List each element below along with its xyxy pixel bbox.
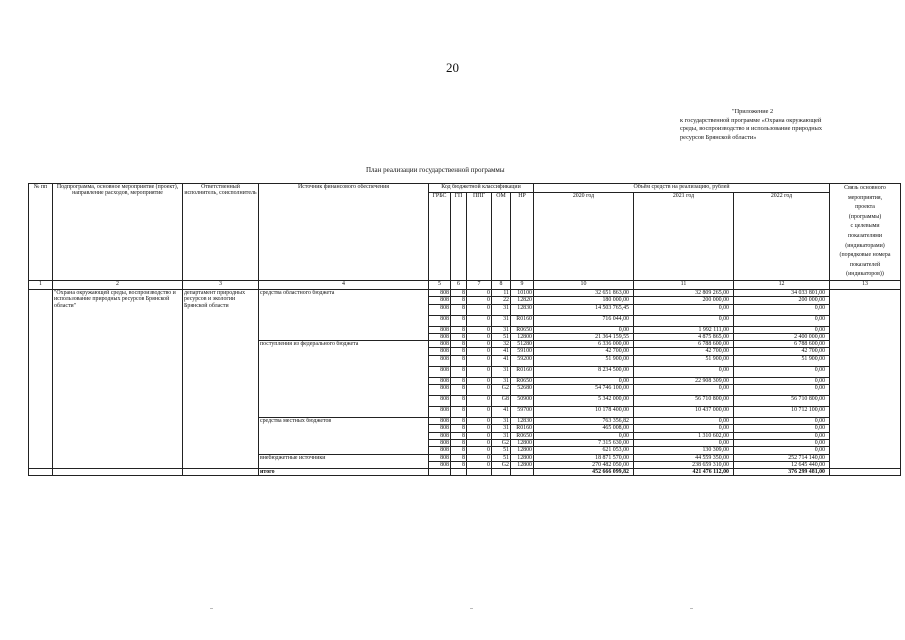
header-year-2021: 2021 год — [634, 193, 734, 281]
code-cell: 808 — [429, 333, 451, 340]
column-index-cell: 5 — [429, 281, 451, 290]
amount-cell: 51 900,00 — [734, 355, 830, 366]
code-cell: 31 — [492, 366, 511, 377]
total-amount-cell: 452 666 099,82 — [534, 469, 634, 476]
code-cell: 808 — [429, 290, 451, 297]
plan-title: План реализации государственной программы — [366, 166, 505, 174]
code-cell: 808 — [429, 418, 451, 425]
column-index-cell: 2 — [53, 281, 183, 290]
column-index-cell: 13 — [830, 281, 901, 290]
code-cell: 0 — [467, 355, 492, 366]
code-cell: 59200 — [511, 355, 534, 366]
code-cell: 808 — [429, 439, 451, 446]
total-empty-cell — [429, 469, 451, 476]
header-gp: ГП — [451, 193, 467, 281]
column-index-cell: 10 — [534, 281, 634, 290]
amount-cell: 6 336 000,00 — [534, 341, 634, 348]
header-link-line: показателями — [848, 232, 883, 239]
column-index-cell: 9 — [511, 281, 534, 290]
code-cell: 808 — [429, 385, 451, 396]
code-cell: 0 — [467, 447, 492, 454]
code-cell: 51 — [492, 447, 511, 454]
amount-cell: 14 503 765,45 — [534, 304, 634, 315]
code-cell: 8 — [451, 355, 467, 366]
code-cell: 50900 — [511, 396, 534, 407]
amount-cell: 21 364 159,55 — [534, 333, 634, 340]
amount-cell: 44 559 350,00 — [634, 454, 734, 461]
code-cell: R0160 — [511, 315, 534, 326]
code-cell: 11 — [492, 290, 511, 297]
amount-cell: 12 645 440,00 — [734, 461, 830, 468]
header-year-2022: 2022 год — [734, 193, 830, 281]
code-cell: 8 — [451, 454, 467, 461]
appendix-line: к государственной программе «Охрана окружающей — [680, 116, 822, 124]
scan-speck — [470, 608, 473, 609]
amount-cell: 0,00 — [734, 432, 830, 439]
code-cell: 12830 — [511, 304, 534, 315]
amount-cell: 0,00 — [734, 377, 830, 384]
code-cell: 8 — [451, 341, 467, 348]
amount-cell: 6 788 600,00 — [734, 341, 830, 348]
code-cell: 41 — [492, 348, 511, 355]
amount-cell: 42 700,00 — [534, 348, 634, 355]
column-index-cell: 7 — [467, 281, 492, 290]
amount-cell: 0,00 — [634, 366, 734, 377]
amount-cell: 180 000,00 — [534, 297, 634, 304]
code-cell: 0 — [467, 315, 492, 326]
column-index-cell: 3 — [183, 281, 259, 290]
code-cell: 0 — [467, 454, 492, 461]
header-link-line: мероприятия, — [847, 194, 883, 201]
code-cell: 808 — [429, 341, 451, 348]
code-cell: 0 — [467, 304, 492, 315]
header-code-group: Код бюджетной классификации — [429, 184, 534, 193]
amount-cell: 716 044,00 — [534, 315, 634, 326]
header-executor: Ответственный исполнитель, соисполнитель — [183, 184, 259, 281]
appendix-line: ресурсов Брянской области» — [680, 134, 757, 142]
column-index-row — [29, 281, 901, 290]
code-cell: 0 — [467, 290, 492, 297]
amount-cell: 0,00 — [634, 425, 734, 432]
code-cell: 0 — [467, 326, 492, 333]
code-cell: 8 — [451, 348, 467, 355]
total-empty-cell — [451, 469, 467, 476]
code-cell: 8 — [451, 432, 467, 439]
amount-cell: 0,00 — [734, 304, 830, 315]
amount-cell: 0,00 — [634, 385, 734, 396]
code-cell: 808 — [429, 304, 451, 315]
header-link — [830, 184, 901, 281]
code-cell: 0 — [467, 418, 492, 425]
header-num: № пп — [29, 184, 53, 281]
code-cell: 808 — [429, 407, 451, 418]
source-cell: средства местных бюджетов — [259, 418, 429, 454]
table-row — [29, 290, 901, 297]
code-cell: 12830 — [511, 418, 534, 425]
code-cell: 8 — [451, 366, 467, 377]
header-subprogram: Подпрограмма, основное мероприятие (проект), направление расходов, мероприятие — [53, 184, 183, 281]
code-cell: 808 — [429, 461, 451, 468]
amount-cell: 42 700,00 — [634, 348, 734, 355]
header-nr: НР — [511, 193, 534, 281]
code-cell: 0 — [467, 348, 492, 355]
source-cell: поступления из федерального бюджета — [259, 341, 429, 418]
code-cell: 8 — [451, 377, 467, 384]
column-index-cell: 12 — [734, 281, 830, 290]
code-cell: 0 — [467, 439, 492, 446]
total-empty-cell — [29, 469, 53, 476]
amount-cell: 42 700,00 — [734, 348, 830, 355]
code-cell: G2 — [492, 439, 511, 446]
code-cell: 808 — [429, 297, 451, 304]
amount-cell: 763 356,82 — [534, 418, 634, 425]
code-cell: 51280 — [511, 341, 534, 348]
code-cell: 8 — [451, 425, 467, 432]
column-index-cell: 8 — [492, 281, 511, 290]
code-cell: 0 — [467, 425, 492, 432]
code-cell: 0 — [467, 407, 492, 418]
amount-cell: 5 342 000,00 — [534, 396, 634, 407]
amount-cell: 0,00 — [734, 447, 830, 454]
code-cell: G8 — [492, 396, 511, 407]
code-cell: 22 — [492, 297, 511, 304]
amount-cell: 10 178 400,00 — [534, 407, 634, 418]
column-index-cell: 4 — [259, 281, 429, 290]
code-cell: 41 — [492, 355, 511, 366]
code-cell: 41 — [492, 407, 511, 418]
code-cell: 8 — [451, 385, 467, 396]
total-empty-cell — [467, 469, 492, 476]
total-amount-cell: 376 299 481,00 — [734, 469, 830, 476]
source-cell: средства областного бюджета — [259, 290, 429, 341]
appendix-line: "Приложение 2 — [732, 108, 774, 115]
code-cell: 59700 — [511, 407, 534, 418]
amount-cell: 0,00 — [734, 439, 830, 446]
column-index-cell: 6 — [451, 281, 467, 290]
amount-cell: 18 871 570,00 — [534, 454, 634, 461]
appendix-note — [680, 108, 885, 143]
amount-cell: 200 000,00 — [634, 297, 734, 304]
amount-cell: 56 710 800,00 — [734, 396, 830, 407]
code-cell: 31 — [492, 418, 511, 425]
amount-cell: 54 746 100,00 — [534, 385, 634, 396]
plan-table — [28, 183, 901, 476]
amount-cell: 10 712 100,00 — [734, 407, 830, 418]
code-cell: 8 — [451, 333, 467, 340]
appendix-line: среды, воспроизводство и использование природных — [680, 125, 822, 133]
column-index-cell: 1 — [29, 281, 53, 290]
total-empty-cell — [492, 469, 511, 476]
header-link-line: Связь основного — [844, 185, 886, 191]
source-cell: внебюджетные источники — [259, 454, 429, 469]
amount-cell: 51 900,00 — [634, 355, 734, 366]
subprogram-cell: "Охрана окружающей среды, воспроизводство и использование природных ресурсов Брянской области" — [53, 290, 183, 469]
amount-cell: 0,00 — [734, 326, 830, 333]
code-cell: 808 — [429, 326, 451, 333]
header-link-line: (индикаторов)) — [846, 271, 884, 278]
header-link-line: (порядковые номера — [839, 252, 891, 259]
amount-cell: 252 714 140,00 — [734, 454, 830, 461]
amount-cell: 0,00 — [634, 439, 734, 446]
code-cell: 0 — [467, 461, 492, 468]
code-cell: 51 — [492, 333, 511, 340]
amount-cell: 621 053,00 — [534, 447, 634, 454]
code-cell: 808 — [429, 454, 451, 461]
amount-cell: 0,00 — [734, 425, 830, 432]
code-cell: R0160 — [511, 425, 534, 432]
code-cell: 8 — [451, 396, 467, 407]
scan-speck — [690, 608, 693, 609]
amount-cell: 270 482 050,00 — [534, 461, 634, 468]
amount-cell: 0,00 — [734, 366, 830, 377]
amount-cell: 0,00 — [534, 326, 634, 333]
link-cell — [830, 290, 901, 469]
page-number: 20 — [446, 60, 459, 75]
total-empty-cell — [183, 469, 259, 476]
header-link-line: с целевыми — [850, 223, 880, 230]
code-cell: 808 — [429, 355, 451, 366]
amount-cell: 8 234 500,00 — [534, 366, 634, 377]
code-cell: R0650 — [511, 326, 534, 333]
amount-cell: 6 788 600,00 — [634, 341, 734, 348]
code-cell: 31 — [492, 377, 511, 384]
amount-cell: 238 659 310,00 — [634, 461, 734, 468]
code-cell: 31 — [492, 326, 511, 333]
code-cell: 8 — [451, 407, 467, 418]
code-cell: 808 — [429, 366, 451, 377]
row-number-cell — [29, 290, 53, 469]
amount-cell: 465 008,00 — [534, 425, 634, 432]
code-cell: 8 — [451, 315, 467, 326]
code-cell: 0 — [467, 366, 492, 377]
total-label-cell: итого — [259, 469, 429, 476]
amount-cell: 130 309,00 — [634, 447, 734, 454]
amount-cell: 10 437 000,00 — [634, 407, 734, 418]
code-cell: 0 — [467, 385, 492, 396]
code-cell: 8 — [451, 297, 467, 304]
amount-cell: 32 809 265,00 — [634, 290, 734, 297]
code-cell: 8 — [451, 304, 467, 315]
amount-cell: 22 908 309,00 — [634, 377, 734, 384]
header-year-2020: 2020 год — [534, 193, 634, 281]
amount-cell: 0,00 — [734, 418, 830, 425]
code-cell: 8 — [451, 439, 467, 446]
code-cell: 0 — [467, 377, 492, 384]
amount-cell: 56 710 800,00 — [634, 396, 734, 407]
code-cell: 808 — [429, 396, 451, 407]
code-cell: 31 — [492, 425, 511, 432]
amount-cell: 0,00 — [534, 432, 634, 439]
amount-cell: 0,00 — [634, 418, 734, 425]
code-cell: 8 — [451, 447, 467, 454]
code-cell: 808 — [429, 348, 451, 355]
code-cell: 8 — [451, 326, 467, 333]
code-cell: 8 — [451, 290, 467, 297]
code-cell: 31 — [492, 304, 511, 315]
amount-cell: 2 400 000,00 — [734, 333, 830, 340]
code-cell: 10100 — [511, 290, 534, 297]
header-link-line: (индикаторами) — [845, 242, 885, 249]
code-cell: 32 — [492, 341, 511, 348]
scan-speck — [210, 608, 213, 609]
total-row — [29, 469, 901, 476]
code-cell: 31 — [492, 432, 511, 439]
amount-cell: 4 875 865,00 — [634, 333, 734, 340]
code-cell: 0 — [467, 432, 492, 439]
header-ppg: ППГ — [467, 193, 492, 281]
amount-cell: 0,00 — [534, 377, 634, 384]
code-cell: R0160 — [511, 366, 534, 377]
code-cell: 12800 — [511, 454, 534, 461]
amount-cell: 0,00 — [634, 315, 734, 326]
total-empty-cell — [53, 469, 183, 476]
amount-cell: 7 315 630,00 — [534, 439, 634, 446]
code-cell: 12800 — [511, 461, 534, 468]
code-cell: 12800 — [511, 333, 534, 340]
total-empty-cell — [830, 469, 901, 476]
code-cell: 8 — [451, 418, 467, 425]
amount-cell: 1 992 111,00 — [634, 326, 734, 333]
code-cell: R0650 — [511, 432, 534, 439]
header-link-line: проекта — [855, 204, 875, 211]
code-cell: 52680 — [511, 385, 534, 396]
header-om: ОМ — [492, 193, 511, 281]
code-cell: 0 — [467, 297, 492, 304]
code-cell: 808 — [429, 425, 451, 432]
code-cell: 12800 — [511, 439, 534, 446]
code-cell: G2 — [492, 461, 511, 468]
code-cell: 8 — [451, 461, 467, 468]
code-cell: 12820 — [511, 297, 534, 304]
header-link-line: показателей — [849, 261, 881, 268]
amount-cell: 200 000,00 — [734, 297, 830, 304]
code-cell: 808 — [429, 447, 451, 454]
code-cell: 12800 — [511, 447, 534, 454]
amount-cell: 32 651 863,00 — [534, 290, 634, 297]
code-cell: 0 — [467, 333, 492, 340]
code-cell: G2 — [492, 385, 511, 396]
header-grbs: ГРБС — [429, 193, 451, 281]
amount-cell: 1 310 602,00 — [634, 432, 734, 439]
amount-cell: 34 033 801,00 — [734, 290, 830, 297]
code-cell: 808 — [429, 377, 451, 384]
code-cell: 59100 — [511, 348, 534, 355]
total-amount-cell: 421 476 112,00 — [634, 469, 734, 476]
header-link-line: (программы) — [848, 213, 882, 220]
header-volume-group: Объём средств на реализацию, рублей — [534, 184, 830, 193]
amount-cell: 0,00 — [734, 315, 830, 326]
header-source: Источник финансового обеспечения — [259, 184, 429, 281]
amount-cell: 0,00 — [634, 304, 734, 315]
code-cell: 808 — [429, 432, 451, 439]
code-cell: 51 — [492, 454, 511, 461]
code-cell: 31 — [492, 315, 511, 326]
code-cell: R0650 — [511, 377, 534, 384]
code-cell: 0 — [467, 341, 492, 348]
column-index-cell: 11 — [634, 281, 734, 290]
executor-cell: департамент природных ресурсов и экологии Брянской области — [183, 290, 259, 469]
total-empty-cell — [511, 469, 534, 476]
code-cell: 0 — [467, 396, 492, 407]
code-cell: 808 — [429, 315, 451, 326]
amount-cell: 0,00 — [734, 385, 830, 396]
amount-cell: 51 900,00 — [534, 355, 634, 366]
